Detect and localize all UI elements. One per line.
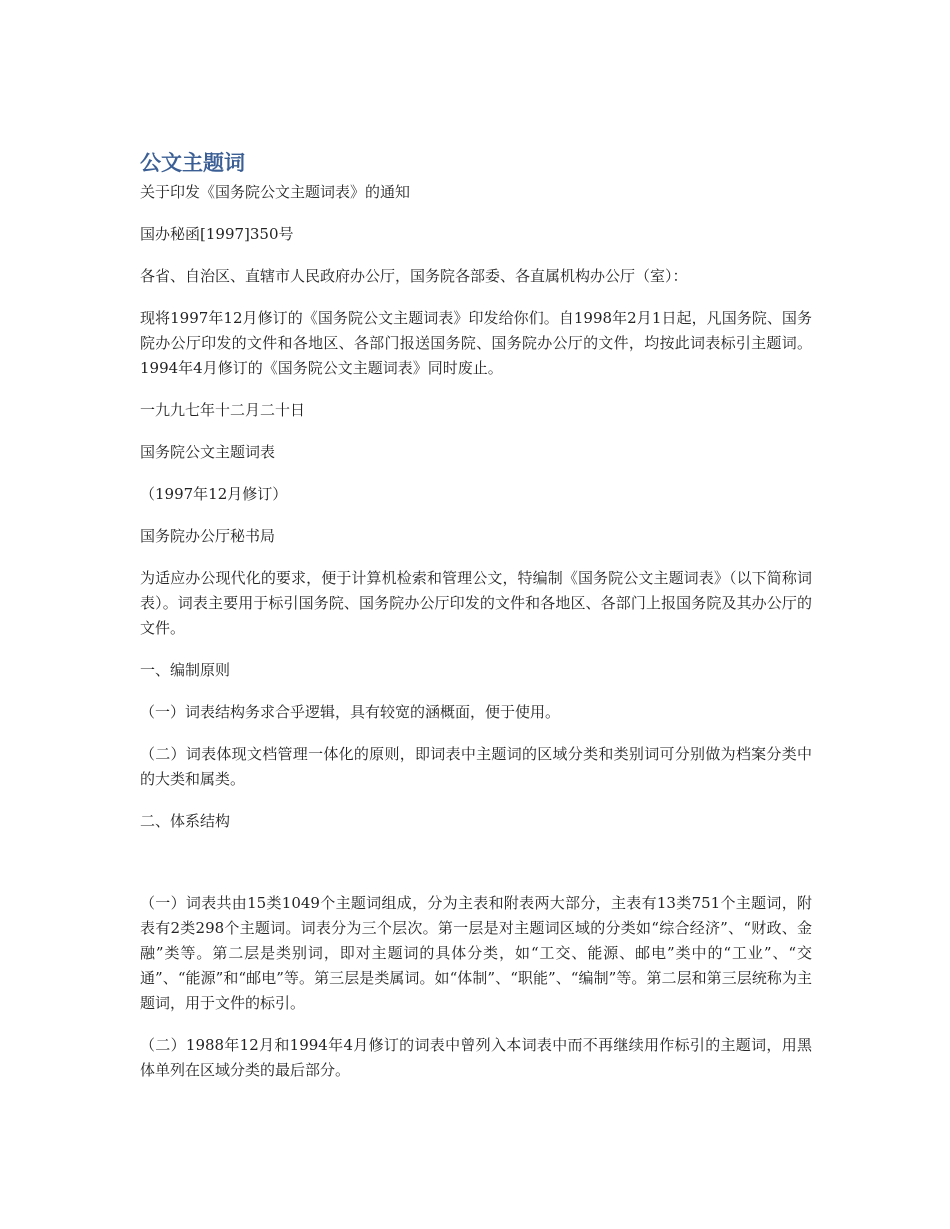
table-title: 国务院公文主题词表	[140, 443, 276, 461]
intro-paragraph: 为适应办公现代化的要求，便于计算机检索和管理公文，特编制《国务院公文主题词表》（以下简称词表）。词表主要用于标引国务院、国务院办公厅印发的文件和各地区、各部门上报国务院及其办公厅的文件。	[140, 569, 812, 637]
blank-line	[140, 851, 812, 891]
notice-title: 关于印发《国务院公文主题词表》的通知	[140, 183, 411, 201]
principle-item-2: （二）词表体现文档管理一体化的原则，即词表中主题词的区域分类和类别词可分别做为档案分类中的大类和属类。	[140, 745, 812, 788]
notice-date: 一九九七年十二月二十日	[140, 401, 306, 419]
structure-item-1: （一）词表共由15类1049个主题词组成，分为主表和附表两大部分，主表有13类751个主题词，附表有2类298个主题词。词表分为三个层次。第一层是对主题词区域的分类如“综合经济”、“财政、金融”类等。第二层是类别词，即对主题词的具体分类，如“工交、能源、邮电”类中的“工业”、“交通”、“能源”和“邮电”等。第三层是类属词。如“体制”、“职能”、“编制”等。第二层和第三层统称为主题词，用于文件的标引。	[140, 894, 812, 1012]
principle-item-1: （一）词表结构务求合乎逻辑，具有较宽的涵概面，便于使用。	[140, 703, 561, 721]
document-title: 公文主题词	[140, 151, 245, 175]
issuer: 国务院办公厅秘书局	[140, 527, 276, 545]
addressee: 各省、自治区、直辖市人民政府办公厅，国务院各部委、各直属机构办公厅（室）：	[140, 267, 688, 285]
document-number: 国办秘函[1997]350号	[140, 225, 294, 243]
section-heading-structure: 二、体系结构	[140, 812, 231, 830]
section-heading-principles: 一、编制原则	[140, 661, 231, 679]
notice-body: 现将1997年12月修订的《国务院公文主题词表》印发给你们。自1998年2月1日起，凡国务院、国务院办公厅印发的文件和各地区、各部门报送国务院、国务院办公厅的文件，均按此词表标引主题词。1994年4月修订的《国务院公文主题词表》同时废止。	[140, 309, 812, 377]
structure-item-2: （二）1988年12月和1994年4月修订的词表中曾列入本词表中而不再继续用作标引的主题词，用黑体单列在区域分类的最后部分。	[140, 1036, 812, 1079]
document-page	[140, 148, 812, 1100]
revision-note: （1997年12月修订）	[140, 485, 288, 503]
